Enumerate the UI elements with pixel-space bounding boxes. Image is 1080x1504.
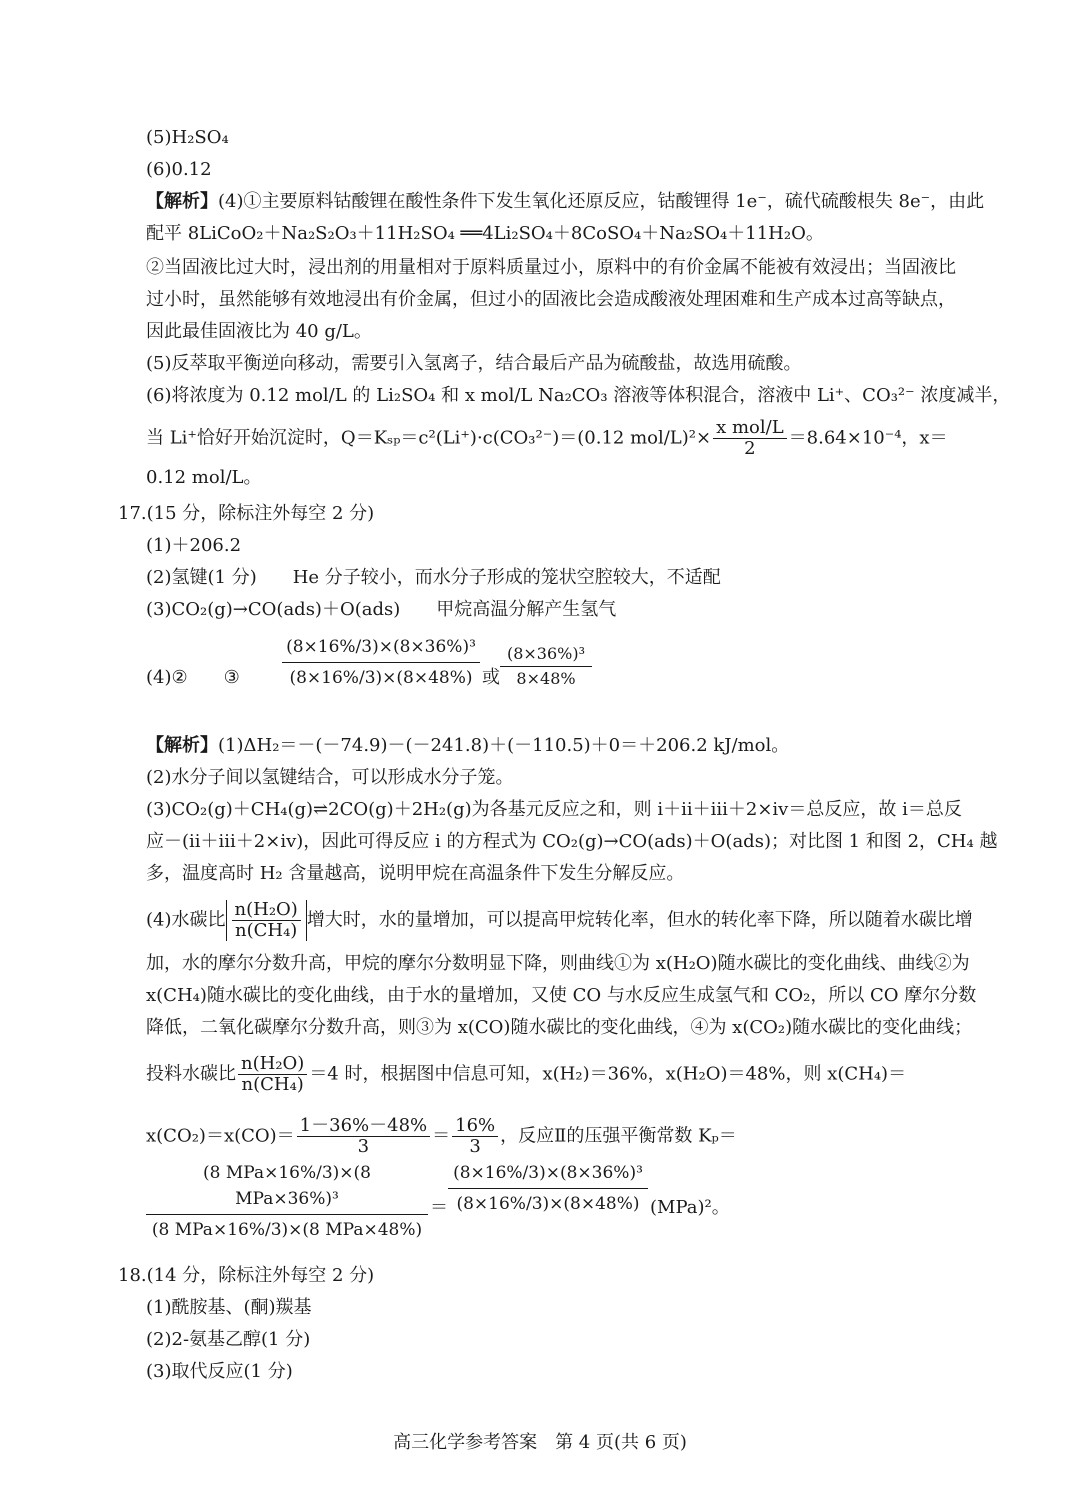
- analysis-line: 降低，二氧化碳摩尔分数升高，则③为 x(CO)随水碳比的变化曲线，④为 x(CO₂)随水碳比的变化曲线；: [146, 1017, 973, 1038]
- analysis-line: 0.12 mol/L。: [146, 467, 262, 488]
- analysis-text: ＝4 时，根据图中信息可知，x(H₂)＝36%，x(H₂O)＝48%，则 x(CH₄)＝: [309, 1063, 907, 1085]
- answer-18-3: (3)取代反应(1 分): [146, 1361, 293, 1382]
- fraction-denominator: 3: [469, 1136, 481, 1157]
- water-carbon-ratio: [232, 900, 301, 941]
- fraction-numerator: n(H₂O): [232, 900, 301, 921]
- ksp-text: 当 Li⁺恰好开始沉淀时，Q＝Kₛₚ＝c²(Li⁺)·c(CO₃²⁻)＝(0.12 mol/L)²×: [146, 427, 712, 449]
- analysis-line: (5)反萃取平衡逆向移动，需要引入氢离子，结合最后产品为硫酸盐，故选用硫酸。: [146, 353, 802, 374]
- kp-fraction-2: [500, 644, 592, 689]
- answer-6: (6)0.12: [146, 159, 212, 180]
- analysis-line: [146, 190, 984, 214]
- answer-18-2: (2)2-氨基乙醇(1 分): [146, 1329, 311, 1350]
- ratio-label: (4)水碳比: [146, 909, 226, 931]
- fraction-denominator: 8×48%: [516, 669, 576, 688]
- answer-17-2: (2)氢键(1 分) He 分子较小，而水分子形成的笼状空腔较大，不适配: [146, 567, 721, 588]
- kp-intro: ，反应Ⅱ的压强平衡常数 Kₚ＝: [500, 1125, 737, 1147]
- co-fraction: [297, 1116, 430, 1157]
- ksp-fraction: [713, 418, 787, 459]
- fraction-denominator: (8×16%/3)×(8×48%): [289, 668, 473, 688]
- analysis-line: 配平 8LiCoO₂＋Na₂S₂O₃＋11H₂SO₄ ══4Li₂SO₄＋8CoSO₄＋Na₂SO₄＋11H₂O。: [146, 223, 824, 244]
- co-fraction-result: [452, 1116, 498, 1157]
- answer-5: (5)H₂SO₄: [146, 127, 229, 148]
- fraction-numerator: (8 MPa×16%/3)×(8 MPa×36%)³: [146, 1160, 428, 1215]
- analysis-line: [146, 900, 973, 941]
- analysis-line: [146, 734, 789, 758]
- fraction-denominator: n(CH₄): [234, 920, 298, 941]
- analysis-line: (6)将浓度为 0.12 mol/L 的 Li₂SO₄ 和 x mol/L Na₂CO₃ 溶液等体积混合，溶液中 Li⁺、CO₃²⁻ 浓度减半，: [146, 385, 1011, 406]
- fraction-numerator: 1－36%－48%: [297, 1116, 430, 1137]
- fraction-numerator: (8×16%/3)×(8×36%)³: [448, 1160, 648, 1189]
- analysis-line: [146, 418, 948, 459]
- analysis-line: 加，水的摩尔分数升高，甲烷的摩尔分数明显下降，则曲线①为 x(H₂O)随水碳比的变化曲线、曲线②为: [146, 953, 970, 974]
- page-footer: 高三化学参考答案 第 4 页(共 6 页): [393, 1432, 687, 1453]
- analysis-head: 【解析】: [146, 191, 218, 212]
- question-18-head: 18.(14 分，除标注外每空 2 分): [118, 1265, 375, 1286]
- fraction-numerator: x mol/L: [713, 418, 787, 439]
- answer-17-1: (1)＋206.2: [146, 535, 242, 556]
- ksp-result: ＝8.64×10⁻⁴，x＝: [788, 427, 948, 449]
- fraction-numerator: (8×36%)³: [500, 644, 592, 667]
- answer-17-4: (4)② ③: [146, 667, 240, 688]
- answer-18-1: (1)酰胺基、(酮)羰基: [146, 1297, 312, 1318]
- analysis-line: 过小时，虽然能够有效地浸出有价金属，但过小的固液比会造成酸液处理困难和生产成本过高等缺点，: [146, 289, 956, 310]
- kp-unit: (MPa)²。: [650, 1197, 730, 1218]
- water-carbon-ratio: [238, 1054, 307, 1095]
- analysis-line: 应－(ii＋iii＋2×iv)，因此可得反应 i 的方程式为 CO₂(g)→CO(ads)＋O(ads)；对比图 1 和图 2，CH₄ 越: [146, 831, 998, 852]
- ratio-label: 投料水碳比: [146, 1063, 236, 1085]
- analysis-line: [146, 1054, 906, 1095]
- analysis-line: x(CO₂)＝x(CO)＝ $\frac{1-36\%-48\%}{3}$ ＝ $\frac{16\%}{3}$ ，反应Ⅱ的压强平衡常数 Kₚ＝: [146, 1115, 737, 1157]
- question-17-head: 17.(15 分，除标注外每空 2 分): [118, 503, 375, 524]
- analysis-text: (1)ΔH₂＝－(－74.9)－(－241.8)＋(－110.5)＋0＝＋206.2 kJ/mol。: [218, 735, 790, 756]
- kp-expression-1: [146, 1160, 428, 1243]
- fraction-denominator: 2: [744, 438, 756, 459]
- analysis-line: 多，温度高时 H₂ 含量越高，说明甲烷在高温条件下发生分解反应。: [146, 863, 685, 884]
- analysis-text: (4)①主要原料钴酸锂在酸性条件下发生氧化还原反应，钴酸锂得 1e⁻，硫代硫酸根失 8e⁻，由此: [218, 191, 985, 212]
- analysis-line: (2)水分子间以氢键结合，可以形成水分子笼。: [146, 767, 514, 788]
- or-word: 或: [482, 667, 500, 688]
- analysis-text: 增大时，水的量增加，可以提高甲烷转化率，但水的转化率下降，所以随着水碳比增: [306, 909, 973, 931]
- kp-fraction-1: [282, 634, 480, 691]
- kp-expression-2: [448, 1160, 648, 1217]
- fraction-numerator: 16%: [452, 1116, 498, 1137]
- co-text: x(CO₂)＝x(CO)＝: [146, 1125, 295, 1147]
- analysis-line: 因此最佳固液比为 40 g/L。: [146, 321, 372, 342]
- analysis-line: ②当固液比过大时，浸出剂的用量相对于原料质量过小，原料中的有价金属不能被有效浸出；当固液比: [146, 257, 956, 278]
- fraction-denominator: (8×16%/3)×(8×48%): [456, 1194, 640, 1214]
- fraction-numerator: n(H₂O): [238, 1054, 307, 1075]
- fraction-denominator: 3: [357, 1136, 370, 1157]
- analysis-line: x(CH₄)随水碳比的变化曲线，由于水的量增加，又使 CO 与水反应生成氢气和 CO₂，所以 CO 摩尔分数: [146, 985, 977, 1006]
- equals-sign: ＝: [430, 1197, 448, 1218]
- fraction-numerator: (8×16%/3)×(8×36%)³: [282, 634, 480, 663]
- fraction-denominator: (8 MPa×16%/3)×(8 MPa×48%): [151, 1220, 423, 1240]
- analysis-head: 【解析】: [146, 735, 218, 756]
- answer-17-3: (3)CO₂(g)→CO(ads)＋O(ads) 甲烷高温分解产生氢气: [146, 599, 617, 620]
- analysis-line: (3)CO₂(g)＋CH₄(g)⇌2CO(g)＋2H₂(g)为各基元反应之和，则 i＋ii＋iii＋2×iv＝总反应，故 i＝总反: [146, 799, 962, 820]
- fraction-denominator: n(CH₄): [241, 1074, 304, 1095]
